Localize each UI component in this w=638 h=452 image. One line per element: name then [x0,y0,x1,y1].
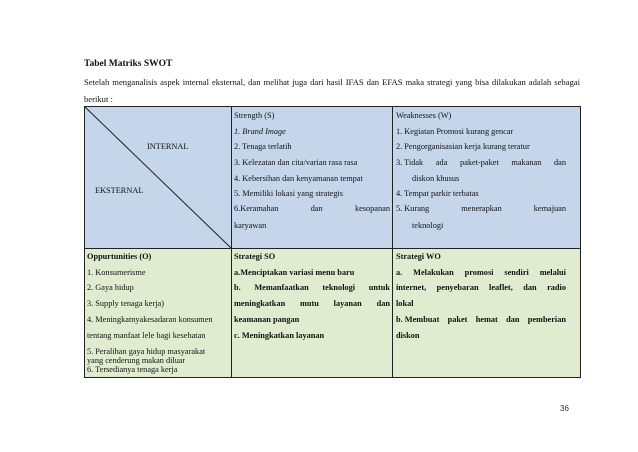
so-item-b2-w3: layanan [333,299,362,308]
so-item-b-w3: teknologi [322,283,356,292]
wo-item-a-cont [396,282,566,293]
opportunity-item-4-cont: tentang manfaat lele bagi kesehatan [87,331,206,340]
strength-item-2: 2. Tenaga terlatih [234,142,292,151]
wo-item-a-w2: Melakukan [413,268,454,277]
so-item-b2-w2: mutu [299,299,319,308]
weakness-item-5-cont: teknologi [412,221,444,230]
so-item-b2-w4: dan [376,299,390,308]
strength-item-6-w2: dan [310,204,323,213]
opportunity-item-4: 4. Meningkatnyakesadaran konsumen [87,315,213,324]
so-item-a: a.Menciptakan variasi menu baru [234,268,355,277]
wo-header: Strategi WO [396,252,441,261]
opportunity-item-6: 6. Tersedianya tenaga kerja [87,365,178,374]
weakness-header: Weaknesses (W) [396,111,452,120]
wo-item-a-w1: a. [396,268,403,277]
opportunity-item-1: 1. Konsumerisme [87,268,146,277]
weakness-item-3-w2: ada [435,158,448,167]
wo-item-a-w3: promosi [464,268,494,277]
opportunity-item-2: 2. Gaya hidup [87,283,134,292]
table-heading: Tabel Matriks SWOT [84,59,173,69]
wo-item-b-w4: dan [506,315,520,324]
weakness-item-5-w2: menerapkan [461,204,502,213]
corner-eksternal-label: EKSTERNAL [95,186,144,195]
so-item-c: c. Meningkatkan layanan [234,331,325,340]
strength-item-1: 1. Brand Image [234,127,286,136]
wo-item-a2-w5: radio [547,283,566,292]
corner-diagonal [84,106,231,248]
wo-item-a [396,267,566,278]
weakness-item-3-w3: paket-paket [460,158,499,167]
strength-header: Strength (S) [234,111,275,120]
table-bottom-border [84,377,580,378]
strength-item-4: 4. Kebersihan dan kenyamanan tempat [234,174,363,183]
so-item-b-cont2: keamanan pangan [234,315,300,324]
wo-item-a-w4: sendiri [504,268,529,277]
so-item-b-w1: b. [234,283,241,292]
strength-item-6-w3: kesopanan [354,204,390,213]
strength-item-6 [234,203,390,214]
wo-item-b-w3: hemat [475,315,498,324]
so-item-b2-w1: meningkatkan [234,299,286,308]
wo-item-a2-w3: leaflet, [489,283,513,292]
opportunity-item-3: 3. Supply tenaga kerja) [87,299,164,308]
so-item-b-w2: Memanfaatkan [254,283,309,292]
weakness-item-3-w5: dan [554,158,566,167]
weakness-item-3-cont: diskon khusus [412,174,460,183]
wo-item-b-w5: pemberian [527,315,566,324]
weakness-item-3-w4: makanan [511,158,542,167]
opportunity-item-5-cont: yang cenderung makan diluar [87,356,186,365]
col-divider-2 [392,106,393,378]
weakness-item-3-w1: 3. Tidak [396,158,424,167]
so-item-b-w4: untuk [368,283,390,292]
strength-item-3: 3. Kelezatan dan cita/varian rasa rasa [234,158,358,167]
col-divider-1 [231,106,232,378]
table-mid-border [84,248,580,249]
intro-paragraph: Setelah menganalisis aspek internal eksternal, dan melihat juga dari hasil IFAS dan EFAS maka strategi yang bisa dilakukan adalah sebagai berikut : [84,77,580,104]
strength-item-6-w1: 6.Keramahan [234,204,279,213]
weakness-item-5-w3: kemajuan [533,204,566,213]
wo-item-b-w1: b. Membuat [396,315,440,324]
weakness-item-5-w1: 5. Kurang [396,204,430,213]
weakness-item-5 [396,203,566,214]
wo-item-a2-w4: dan [523,283,537,292]
opportunity-item-5: 5. Peralihan gaya hidup masyarakat [87,347,206,356]
corner-internal-label: INTERNAL [147,142,189,151]
weakness-item-2: 2. Pengorganisasian kerja kurang teratur [396,142,530,151]
so-item-b-cont [234,298,390,309]
wo-item-a2-w2: penyebaran [436,283,479,292]
so-item-b [234,282,390,293]
page-number: 36 [560,404,569,413]
weakness-item-4: 4. Tempat parkir terbatas [396,189,479,198]
wo-item-b-w2: paket [447,315,468,324]
wo-item-b [396,314,566,325]
weakness-item-3 [396,157,566,168]
strength-item-5: 5. Memiliki lokasi yang strategis [234,189,343,198]
strength-item-6-cont: karyawan [234,221,267,230]
so-header: Strategi SO [234,252,276,261]
wo-item-a2-w1: internet, [396,283,427,292]
wo-item-b-cont: diskon [396,331,420,340]
table-right-border [580,106,581,378]
wo-item-a-cont2: lokal [396,299,414,308]
opportunities-header: Oppurtunities (O) [87,252,152,261]
wo-item-a-w5: melalui [539,268,566,277]
weakness-item-1: 1. Kegiatan Promosi kurang gencar [396,127,514,136]
